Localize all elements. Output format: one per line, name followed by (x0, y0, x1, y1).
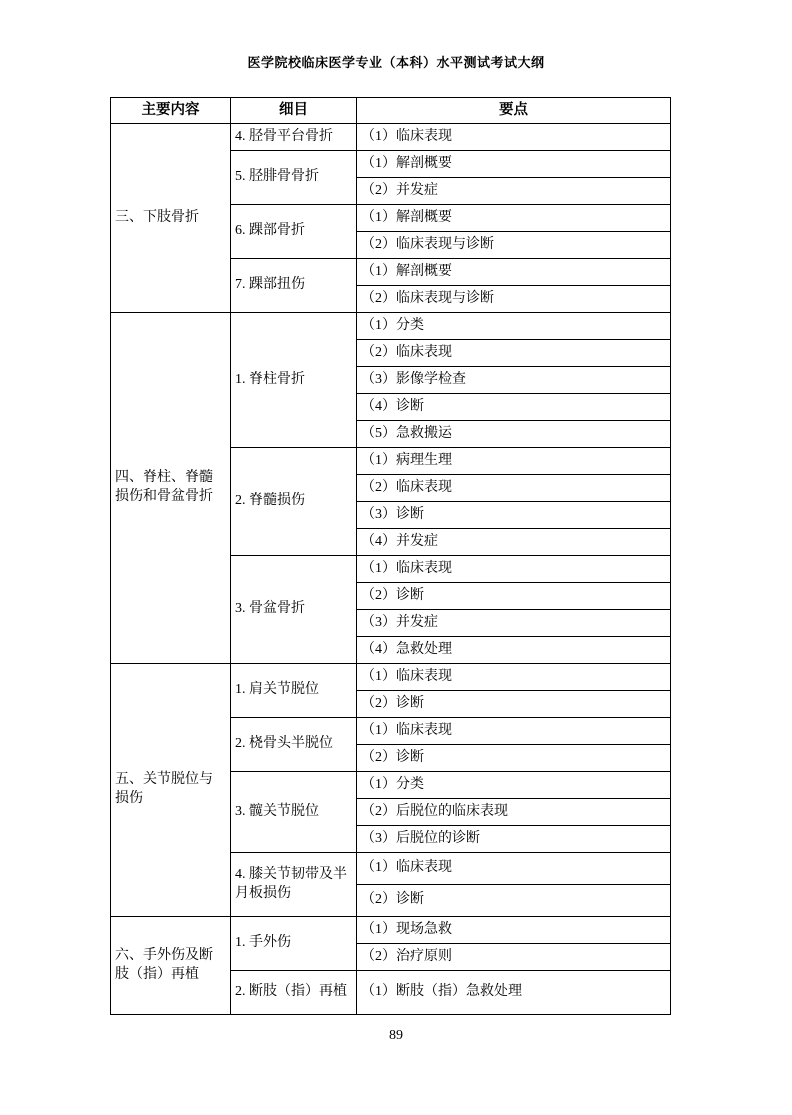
item-label-cell: 5. 胫腓骨骨折 (231, 151, 357, 205)
point-cell: （2）诊断 (357, 583, 671, 610)
table-row (111, 917, 671, 944)
point-cell: （1）临床表现 (357, 853, 671, 885)
item-label-cell: 2. 断肢（指）再植 (231, 971, 357, 1015)
point-cell: （2）临床表现 (357, 475, 671, 502)
point-cell: （2）诊断 (357, 745, 671, 772)
item-label-cell: 2. 脊髓损伤 (231, 448, 357, 556)
syllabus-table-body (111, 124, 671, 1015)
col-header-key-points: 要点 (357, 98, 671, 124)
col-header-main-content: 主要内容 (111, 98, 231, 124)
page-number: 89 (389, 1028, 403, 1043)
point-cell: （1）病理生理 (357, 448, 671, 475)
point-cell: （4）诊断 (357, 394, 671, 421)
point-cell: （2）后脱位的临床表现 (357, 799, 671, 826)
point-cell: （2）临床表现 (357, 340, 671, 367)
item-label-cell: 1. 脊柱骨折 (231, 313, 357, 448)
point-cell: （1）断肢（指）急救处理 (357, 971, 671, 1015)
item-label-cell: 3. 骨盆骨折 (231, 556, 357, 664)
point-cell: （1）解剖概要 (357, 259, 671, 286)
section-title-cell: 六、手外伤及断肢（指）再植 (111, 917, 231, 1015)
item-label-cell: 3. 髋关节脱位 (231, 772, 357, 853)
item-label-cell: 2. 桡骨头半脱位 (231, 718, 357, 772)
point-cell: （1）临床表现 (357, 556, 671, 583)
table-row (111, 664, 671, 691)
syllabus-table (110, 97, 671, 1015)
point-cell: （2）临床表现与诊断 (357, 232, 671, 259)
point-cell: （1）解剖概要 (357, 205, 671, 232)
item-label-cell: 7. 踝部扭伤 (231, 259, 357, 313)
item-label-cell: 6. 踝部骨折 (231, 205, 357, 259)
section-title-cell: 五、关节脱位与损伤 (111, 664, 231, 917)
item-label-cell: 1. 肩关节脱位 (231, 664, 357, 718)
point-cell: （5）急救搬运 (357, 421, 671, 448)
point-cell: （3）诊断 (357, 502, 671, 529)
point-cell: （2）并发症 (357, 178, 671, 205)
point-cell: （1）分类 (357, 772, 671, 799)
point-cell: （2）诊断 (357, 691, 671, 718)
item-label-cell: 4. 胫骨平台骨折 (231, 124, 357, 151)
point-cell: （1）解剖概要 (357, 151, 671, 178)
item-label-cell: 1. 手外伤 (231, 917, 357, 971)
point-cell: （3）并发症 (357, 610, 671, 637)
point-cell: （2）诊断 (357, 885, 671, 917)
table-row (111, 124, 671, 151)
point-cell: （1）临床表现 (357, 718, 671, 745)
point-cell: （2）临床表现与诊断 (357, 286, 671, 313)
col-header-detail: 细目 (231, 98, 357, 124)
point-cell: （1）现场急救 (357, 917, 671, 944)
section-title-cell: 三、下肢骨折 (111, 124, 231, 313)
point-cell: （4）急救处理 (357, 637, 671, 664)
item-label-cell: 4. 膝关节韧带及半月板损伤 (231, 853, 357, 917)
point-cell: （3）影像学检查 (357, 367, 671, 394)
point-cell: （1）临床表现 (357, 664, 671, 691)
page-title: 医学院校临床医学专业（本科）水平测试考试大纲 (247, 55, 545, 70)
section-title-cell: 四、脊柱、脊髓损伤和骨盆骨折 (111, 313, 231, 664)
point-cell: （3）后脱位的诊断 (357, 826, 671, 853)
point-cell: （1）临床表现 (357, 124, 671, 151)
table-header-row (111, 98, 671, 124)
point-cell: （1）分类 (357, 313, 671, 340)
point-cell: （2）治疗原则 (357, 944, 671, 971)
table-row (111, 313, 671, 340)
point-cell: （4）并发症 (357, 529, 671, 556)
